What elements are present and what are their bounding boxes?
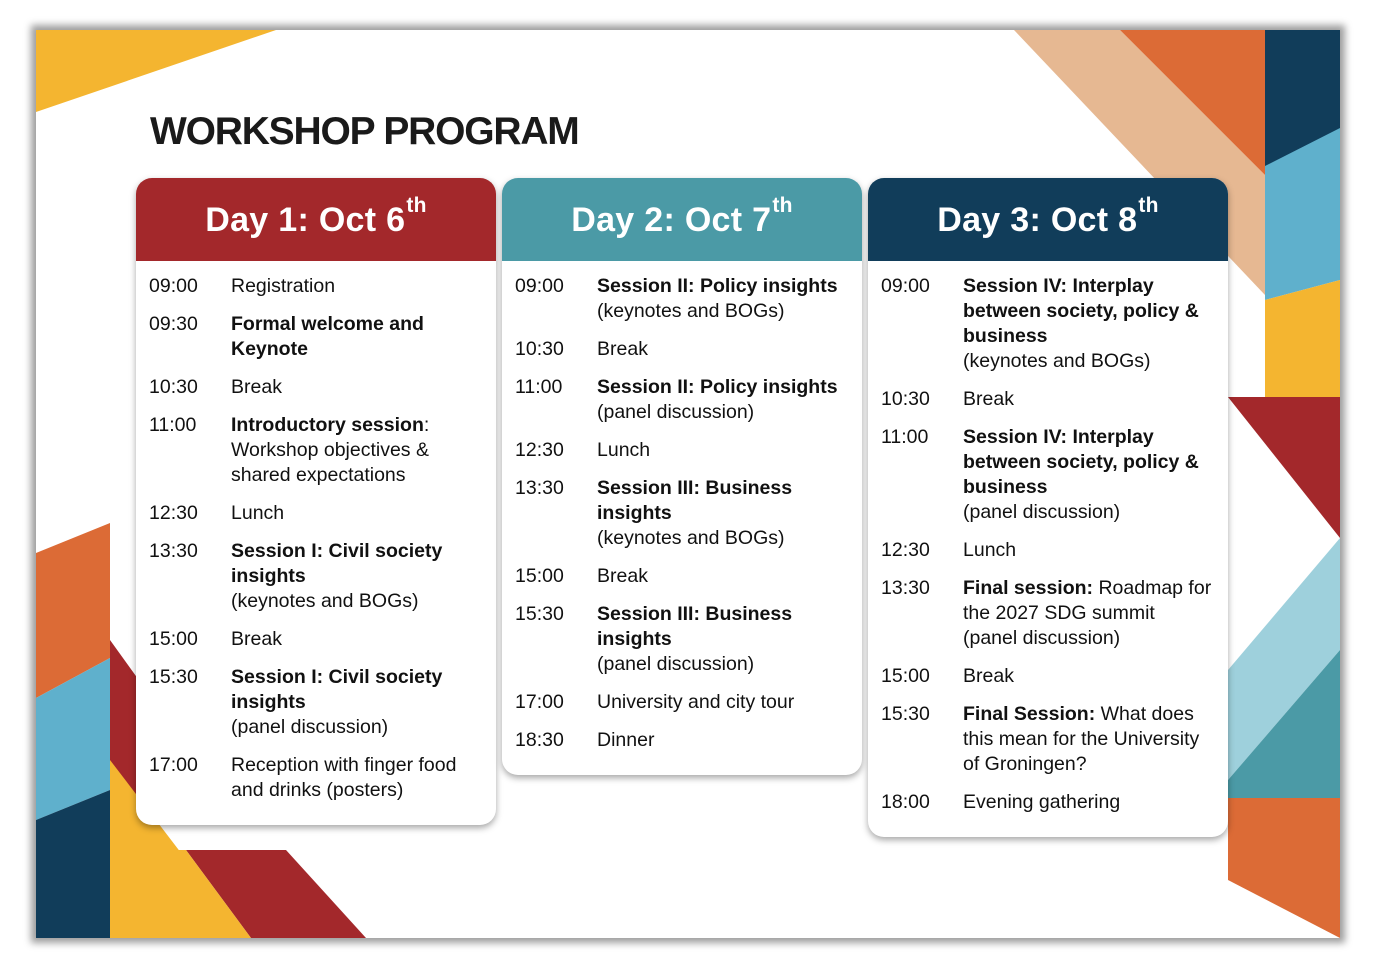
- session-time: 15:30: [881, 703, 930, 725]
- session-time: 15:00: [149, 628, 198, 650]
- schedule-row: [515, 337, 848, 362]
- schedule-row: [149, 274, 482, 299]
- session-format: (keynotes and BOGs): [597, 300, 785, 322]
- session-title: Introductory session: [231, 414, 424, 436]
- session-description: [231, 501, 482, 526]
- session-description: [597, 375, 848, 425]
- schedule-row: [881, 702, 1214, 777]
- session-description: [597, 690, 848, 715]
- session-time: 18:30: [515, 729, 564, 751]
- schedule-row: [881, 425, 1214, 525]
- session-time: 18:00: [881, 791, 930, 813]
- page-title: WORKSHOP PROGRAM: [150, 110, 579, 153]
- session-text: Evening gathering: [963, 791, 1121, 813]
- session-format: (keynotes and BOGs): [963, 350, 1151, 372]
- session-description: [231, 627, 482, 652]
- session-title: Session III: Business insights: [597, 477, 793, 524]
- session-text: Lunch: [963, 539, 1017, 561]
- session-description: [597, 438, 848, 463]
- session-description: [963, 387, 1214, 412]
- session-time: 10:30: [881, 388, 930, 410]
- session-text: Registration: [231, 275, 336, 297]
- session-time: 10:30: [149, 376, 198, 398]
- schedule-row: [881, 387, 1214, 412]
- session-title: Final session:: [963, 577, 1094, 599]
- schedule-row: [515, 274, 848, 324]
- day-1-suffix: th: [406, 194, 427, 217]
- session-title: Formal welcome and Keynote: [231, 313, 424, 360]
- session-time: 13:30: [149, 540, 198, 562]
- session-description: [597, 564, 848, 589]
- session-description: [963, 425, 1214, 525]
- session-description: [963, 664, 1214, 689]
- session-description: [231, 539, 482, 614]
- day-1-title: Day 1: Oct 6: [205, 201, 406, 239]
- deco-shape: [1265, 280, 1340, 397]
- schedule-row: [149, 665, 482, 740]
- session-time: 11:00: [881, 426, 929, 448]
- session-description: [597, 274, 848, 324]
- schedule-row: [515, 438, 848, 463]
- session-description: [963, 274, 1214, 374]
- session-format: (panel discussion): [963, 501, 1121, 523]
- schedule-row: [515, 602, 848, 677]
- schedule-row: [881, 790, 1214, 815]
- day-1-schedule: [136, 261, 496, 825]
- deco-shape: [36, 30, 276, 112]
- session-time: 17:00: [149, 754, 198, 776]
- session-description: [597, 476, 848, 551]
- session-description: [231, 274, 482, 299]
- session-text: University and city tour: [597, 691, 795, 713]
- session-text: Break: [597, 338, 648, 360]
- session-format: (panel discussion): [231, 716, 389, 738]
- session-description: [963, 702, 1214, 777]
- session-description: [963, 576, 1214, 651]
- schedule-row: [149, 375, 482, 400]
- session-time: 09:00: [149, 275, 198, 297]
- session-time: 09:00: [881, 275, 930, 297]
- session-text: Reception with finger food and drinks (posters): [231, 754, 457, 801]
- session-description: [597, 728, 848, 753]
- session-description: [231, 753, 482, 803]
- session-time: 17:00: [515, 691, 564, 713]
- session-time: 09:30: [149, 313, 198, 335]
- schedule-row: [515, 728, 848, 753]
- session-time: 15:00: [881, 665, 930, 687]
- schedule-row: [149, 501, 482, 526]
- session-time: 11:00: [149, 414, 197, 436]
- session-description: [963, 790, 1214, 815]
- session-description: [597, 602, 848, 677]
- session-title: Session II: Policy insights: [597, 275, 838, 297]
- day-3-schedule: [868, 261, 1228, 837]
- day-1-card: [136, 178, 496, 825]
- session-text: Break: [231, 628, 282, 650]
- schedule-row: [881, 576, 1214, 651]
- day-2-suffix: th: [772, 194, 793, 217]
- day-2-schedule: [502, 261, 862, 775]
- session-text: What does this mean for the University of Groningen?: [963, 703, 1200, 775]
- deco-shape: [1228, 798, 1340, 938]
- deco-shape: [1228, 397, 1340, 538]
- session-description: [231, 375, 482, 400]
- session-description: [597, 337, 848, 362]
- session-description: [231, 312, 482, 362]
- session-format: (panel discussion): [597, 653, 755, 675]
- session-text: Break: [963, 388, 1014, 410]
- session-text: Lunch: [231, 502, 285, 524]
- session-time: 13:30: [515, 477, 564, 499]
- day-2-header: [502, 178, 862, 261]
- schedule-row: [515, 375, 848, 425]
- session-time: 15:30: [149, 666, 198, 688]
- session-title: Session I: Civil society insights: [231, 666, 443, 713]
- session-text: Roadmap for the 2027 SDG summit: [963, 577, 1212, 624]
- session-text: Break: [963, 665, 1014, 687]
- schedule-row: [881, 538, 1214, 563]
- day-3-suffix: th: [1138, 194, 1159, 217]
- session-time: 15:30: [515, 603, 564, 625]
- session-title: Final Session:: [963, 703, 1096, 725]
- session-format: (panel discussion): [597, 401, 755, 423]
- session-text: Break: [597, 565, 648, 587]
- session-time: 12:30: [149, 502, 198, 524]
- session-title: Session III: Business insights: [597, 603, 793, 650]
- day-3-header: [868, 178, 1228, 261]
- slide: [36, 30, 1340, 938]
- schedule-row: [149, 627, 482, 652]
- session-time: 12:30: [881, 539, 930, 561]
- day-2-title: Day 2: Oct 7: [571, 201, 772, 239]
- day-3-title: Day 3: Oct 8: [937, 201, 1138, 239]
- session-title: Session II: Policy insights: [597, 376, 838, 398]
- schedule-row: [515, 564, 848, 589]
- day-2-card: [502, 178, 862, 775]
- schedule-row: [149, 539, 482, 614]
- schedule-row: [149, 413, 482, 488]
- session-description: [231, 413, 482, 488]
- session-title: Session IV: Interplay between society, policy & business: [963, 426, 1199, 498]
- session-title: Session IV: Interplay between society, policy & business: [963, 275, 1199, 347]
- session-text: Lunch: [597, 439, 651, 461]
- schedule-row: [881, 274, 1214, 374]
- schedule-row: [149, 753, 482, 803]
- session-time: 13:30: [881, 577, 930, 599]
- schedule-row: [515, 476, 848, 551]
- session-description: [963, 538, 1214, 563]
- day-3-card: [868, 178, 1228, 837]
- session-time: 09:00: [515, 275, 564, 297]
- schedule-row: [515, 690, 848, 715]
- session-time: 15:00: [515, 565, 564, 587]
- session-description: [231, 665, 482, 740]
- session-text: : Workshop objectives & shared expectations: [231, 414, 430, 486]
- schedule-row: [881, 664, 1214, 689]
- session-time: 12:30: [515, 439, 564, 461]
- session-time: 10:30: [515, 338, 564, 360]
- session-text: Dinner: [597, 729, 655, 751]
- session-title: Session I: Civil society insights: [231, 540, 443, 587]
- session-format: (panel discussion): [963, 627, 1121, 649]
- session-text: Break: [231, 376, 282, 398]
- session-time: 11:00: [515, 376, 563, 398]
- day-1-header: [136, 178, 496, 261]
- session-format: (keynotes and BOGs): [597, 527, 785, 549]
- session-format: (keynotes and BOGs): [231, 590, 419, 612]
- schedule-row: [149, 312, 482, 362]
